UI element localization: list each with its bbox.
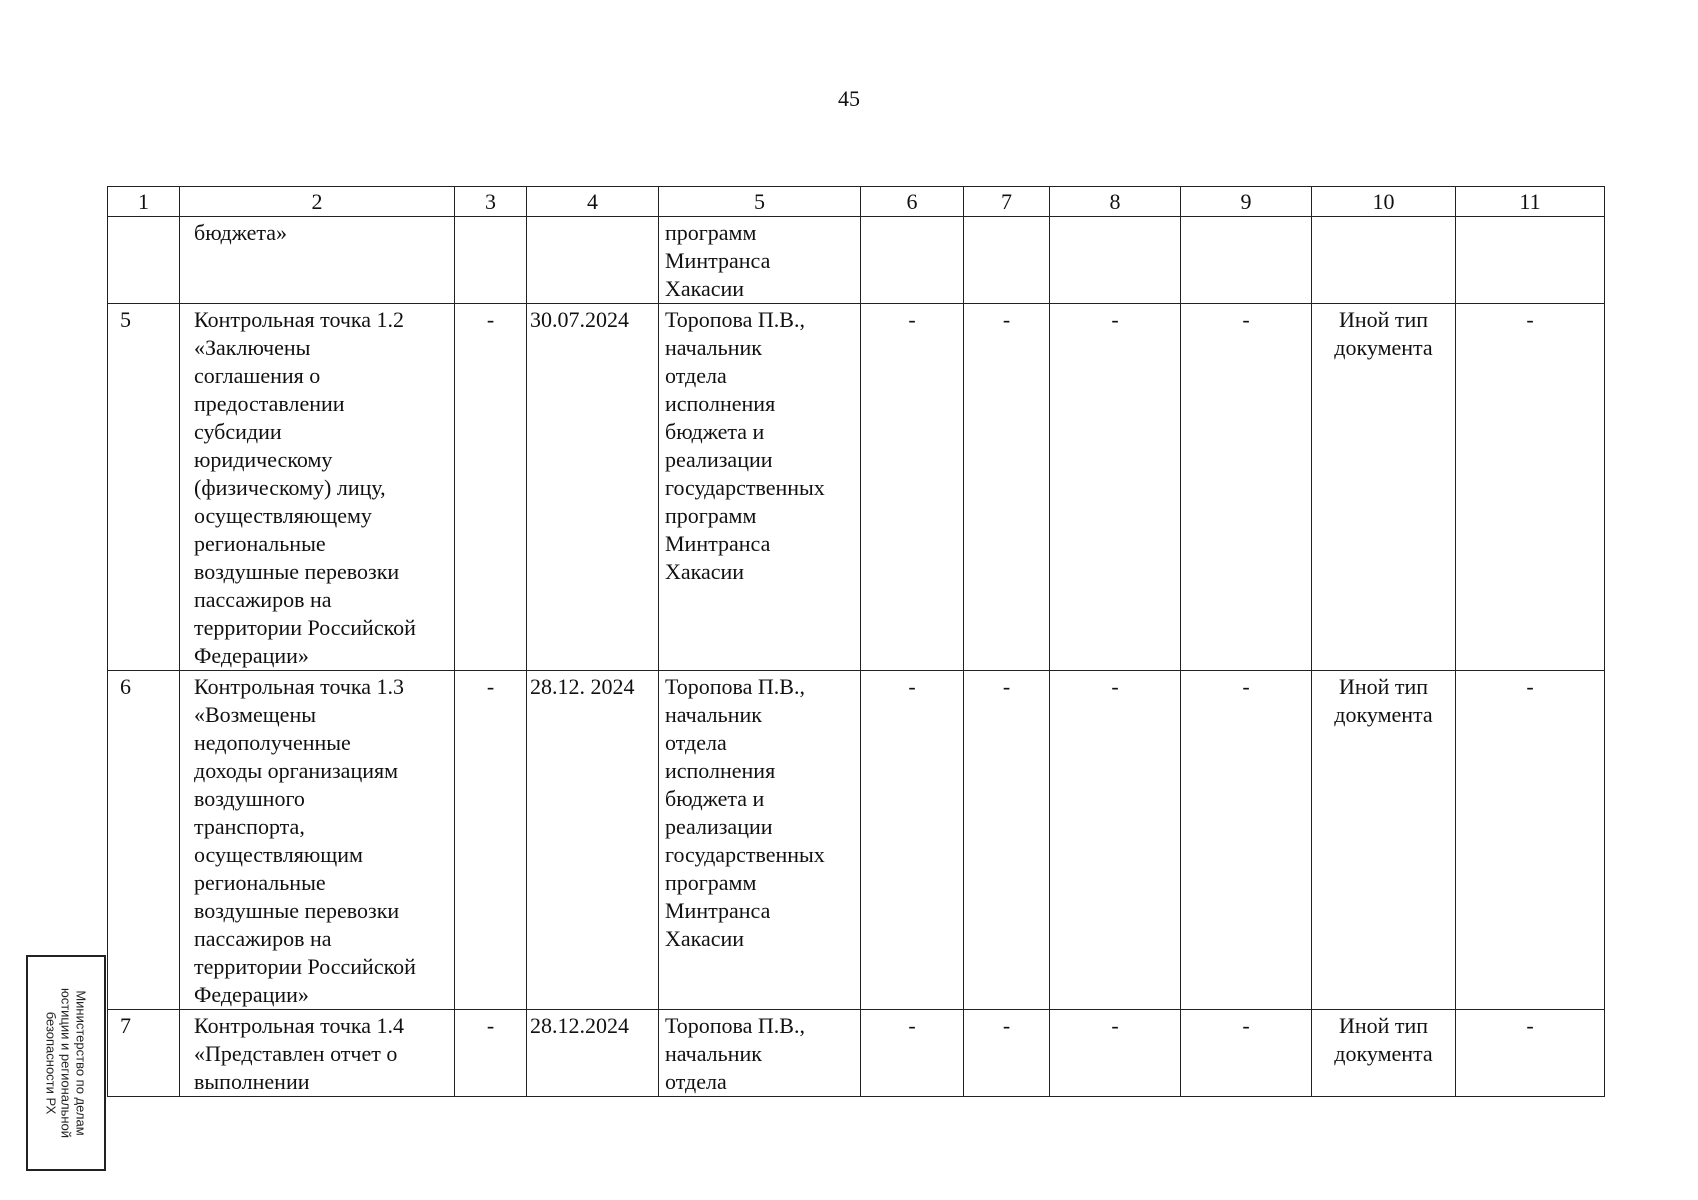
- document-type-cell-line: документа: [1334, 1041, 1433, 1066]
- responsible-cell-line: государственных: [665, 842, 825, 867]
- control-point-name-cell-line: «Заключены: [194, 335, 311, 360]
- control-point-name-cell: [180, 217, 455, 304]
- control-point-name-cell-line: юридическому: [194, 447, 333, 472]
- control-point-name-cell-line: Контрольная точка 1.3: [194, 674, 405, 699]
- control-point-name-cell-line: бюджета»: [194, 220, 288, 245]
- control-point-name-cell-line: региональные: [194, 870, 326, 895]
- col8-cell: -: [1050, 304, 1181, 671]
- responsible-cell: [659, 304, 861, 671]
- control-point-name-cell-line: территории Российской: [194, 615, 416, 640]
- responsible-cell: [659, 1010, 861, 1097]
- responsible-cell-line: Хакасии: [665, 926, 745, 951]
- responsible-cell-line: Минтранса: [665, 898, 771, 923]
- responsible-cell-line: реализации: [665, 814, 773, 839]
- control-point-name-cell-line: соглашения о: [194, 363, 321, 388]
- column-header: 6: [861, 187, 964, 217]
- date-cell: 28.12.2024: [527, 1010, 659, 1097]
- col8-cell: -: [1050, 1010, 1181, 1097]
- document-type-cell: [1312, 217, 1456, 304]
- control-point-name-cell-line: транспорта,: [194, 814, 305, 839]
- row-number-cell: 7: [108, 1010, 180, 1097]
- column-header: 5: [659, 187, 861, 217]
- col3-cell: [455, 217, 527, 304]
- control-point-name-cell-line: Федерации»: [194, 643, 309, 668]
- column-header: 7: [964, 187, 1050, 217]
- responsible-cell-line: бюджета и: [665, 419, 765, 444]
- column-header: 10: [1312, 187, 1456, 217]
- column-header: 11: [1456, 187, 1605, 217]
- responsible-cell-line: Торопова П.В.,: [665, 307, 805, 332]
- document-type-cell-line: документа: [1334, 335, 1433, 360]
- responsible-cell-line: отдела: [665, 363, 727, 388]
- document-type-cell: [1312, 304, 1456, 671]
- responsible-cell-line: начальник: [665, 1041, 762, 1066]
- control-point-name-cell-line: предоставлении: [194, 391, 345, 416]
- control-point-name-cell-line: (физическому) лицу,: [194, 475, 386, 500]
- responsible-cell-line: программ: [665, 503, 757, 528]
- date-cell: [527, 217, 659, 304]
- col9-cell: [1181, 217, 1312, 304]
- table-row: [108, 217, 1605, 304]
- col11-cell: -: [1456, 304, 1605, 671]
- control-point-name-cell-line: выполнении: [194, 1069, 310, 1094]
- stamp-text: [44, 960, 89, 1166]
- control-point-name-cell-line: пассажиров на: [194, 926, 332, 951]
- date-cell: 28.12. 2024: [527, 671, 659, 1010]
- col6-cell: -: [861, 304, 964, 671]
- control-point-name-cell-line: осуществляющему: [194, 503, 372, 528]
- responsible-cell-line: Хакасии: [665, 276, 745, 301]
- col6-cell: [861, 217, 964, 304]
- document-type-cell-line: документа: [1334, 702, 1433, 727]
- page-number: 45: [838, 86, 860, 111]
- control-point-name-cell-line: воздушного: [194, 786, 305, 811]
- document-type-cell: [1312, 1010, 1456, 1097]
- control-point-name-cell-line: недополученные: [194, 730, 351, 755]
- col7-cell: -: [964, 671, 1050, 1010]
- col6-cell: -: [861, 1010, 964, 1097]
- stamp-line: безопасности РХ: [43, 1011, 59, 1115]
- responsible-cell: [659, 217, 861, 304]
- responsible-cell-line: начальник: [665, 702, 762, 727]
- column-header: 9: [1181, 187, 1312, 217]
- document-type-cell-line: Иной тип: [1338, 307, 1429, 332]
- responsible-cell-line: реализации: [665, 447, 773, 472]
- stamp-line: юстиции и региональной: [58, 987, 74, 1139]
- control-point-name-cell-line: Федерации»: [194, 982, 309, 1007]
- control-point-name-cell-line: доходы организациям: [194, 758, 399, 783]
- responsible-cell-line: программ: [665, 220, 757, 245]
- col11-cell: -: [1456, 671, 1605, 1010]
- registration-stamp: [26, 955, 106, 1171]
- responsible-cell-line: Торопова П.В.,: [665, 1013, 805, 1038]
- column-header: 4: [527, 187, 659, 217]
- stamp-line: Министерство по делам: [73, 990, 89, 1136]
- responsible-cell-line: исполнения: [665, 391, 776, 416]
- row-number-cell: 6: [108, 671, 180, 1010]
- column-header: 3: [455, 187, 527, 217]
- responsible-cell-line: государственных: [665, 475, 825, 500]
- control-point-name-cell-line: Контрольная точка 1.4: [194, 1013, 405, 1038]
- responsible-cell-line: Хакасии: [665, 559, 745, 584]
- control-point-name-cell-line: территории Российской: [194, 954, 416, 979]
- responsible-cell: [659, 671, 861, 1010]
- column-header: 2: [180, 187, 455, 217]
- responsible-cell-line: Минтранса: [665, 248, 771, 273]
- control-point-name-cell-line: «Возмещены: [194, 702, 316, 727]
- control-point-name-cell-line: осуществляющим: [194, 842, 363, 867]
- table-row: [108, 304, 1605, 671]
- responsible-cell-line: начальник: [665, 335, 762, 360]
- column-header: 1: [108, 187, 180, 217]
- control-point-name-cell: [180, 671, 455, 1010]
- control-point-name-cell-line: пассажиров на: [194, 587, 332, 612]
- control-point-name-cell: [180, 304, 455, 671]
- column-header: 8: [1050, 187, 1181, 217]
- responsible-cell-line: бюджета и: [665, 786, 765, 811]
- col7-cell: [964, 217, 1050, 304]
- table-row: [108, 1010, 1605, 1097]
- responsible-cell-line: программ: [665, 870, 757, 895]
- document-type-cell: [1312, 671, 1456, 1010]
- col7-cell: -: [964, 1010, 1050, 1097]
- control-point-name-cell-line: «Представлен отчет о: [194, 1041, 398, 1066]
- col11-cell: [1456, 217, 1605, 304]
- col8-cell: -: [1050, 671, 1181, 1010]
- table-row: [108, 671, 1605, 1010]
- document-type-cell-line: Иной тип: [1338, 674, 1429, 699]
- col8-cell: [1050, 217, 1181, 304]
- responsible-cell-line: отдела: [665, 730, 727, 755]
- col3-cell: -: [455, 671, 527, 1010]
- col3-cell: -: [455, 304, 527, 671]
- row-number-cell: 5: [108, 304, 180, 671]
- control-point-name-cell-line: субсидии: [194, 419, 282, 444]
- row-number-cell: [108, 217, 180, 304]
- col9-cell: -: [1181, 671, 1312, 1010]
- col11-cell: -: [1456, 1010, 1605, 1097]
- control-point-name-cell-line: воздушные перевозки: [194, 898, 400, 923]
- col7-cell: -: [964, 304, 1050, 671]
- responsible-cell-line: отдела: [665, 1069, 727, 1094]
- control-points-table: [107, 186, 1605, 1097]
- col9-cell: -: [1181, 1010, 1312, 1097]
- responsible-cell-line: Минтранса: [665, 531, 771, 556]
- responsible-cell-line: исполнения: [665, 758, 776, 783]
- responsible-cell-line: Торопова П.В.,: [665, 674, 805, 699]
- document-type-cell-line: Иной тип: [1338, 1013, 1429, 1038]
- control-point-name-cell-line: воздушные перевозки: [194, 559, 400, 584]
- control-point-name-cell-line: региональные: [194, 531, 326, 556]
- col6-cell: -: [861, 671, 964, 1010]
- control-point-name-cell: [180, 1010, 455, 1097]
- col3-cell: -: [455, 1010, 527, 1097]
- date-cell: 30.07.2024: [527, 304, 659, 671]
- col9-cell: -: [1181, 304, 1312, 671]
- control-point-name-cell-line: Контрольная точка 1.2: [194, 307, 405, 332]
- column-number-row: [108, 187, 1605, 217]
